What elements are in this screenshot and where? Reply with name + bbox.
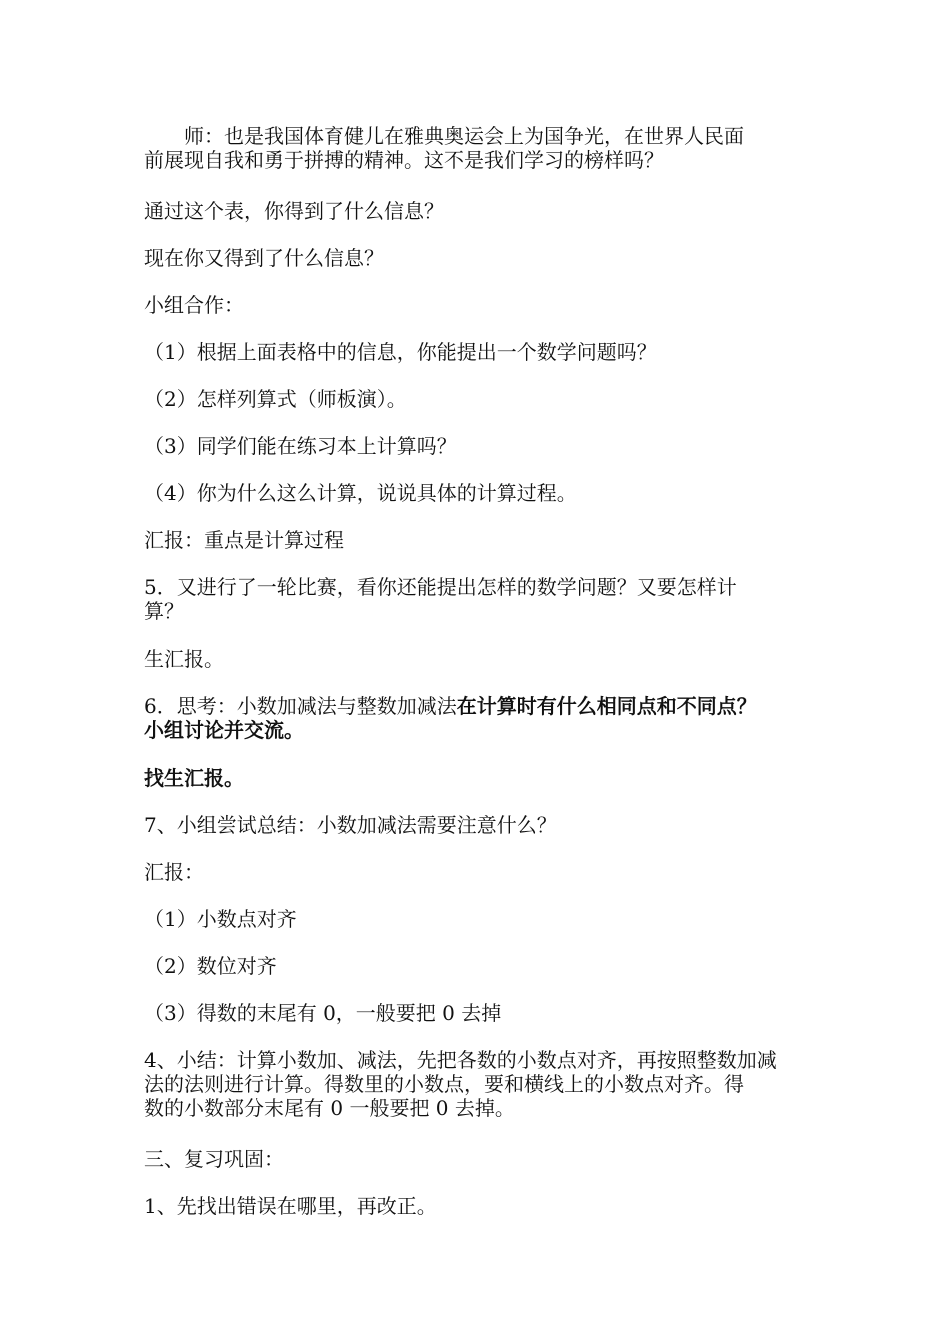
paragraph-summary-line-1: 4、小结：计算小数加、减法，先把各数的小数点对齐，再按照整数加减 <box>144 1048 777 1072</box>
paragraph-item-6-line-1 <box>144 694 824 718</box>
question-3: （3）同学们能在练习本上计算吗？ <box>144 434 457 458</box>
paragraph-group-work: 小组合作： <box>144 293 244 317</box>
paragraph-find-student: 找生汇报。 <box>144 766 244 790</box>
paragraph-summary-line-3: 数的小数部分末尾有 0 一般要把 0 去掉。 <box>144 1096 515 1120</box>
paragraph-teacher-line-2: 前展现自我和勇于拼搏的精神。这不是我们学习的榜样吗？ <box>144 148 664 172</box>
paragraph-table-info: 通过这个表，你得到了什么信息？ <box>144 199 444 223</box>
paragraph-summary-line-2: 法的法则进行计算。得数里的小数点，要和横线上的小数点对齐。得 <box>144 1072 744 1096</box>
paragraph-teacher-line-1: 师：也是我国体育健儿在雅典奥运会上为国争光，在世界人民面 <box>144 124 744 148</box>
rule-3: （3）得数的末尾有 0，一般要把 0 去掉 <box>144 1001 502 1025</box>
item-6-normal-text: 6．思考：小数加减法与整数加减法 <box>144 694 457 718</box>
rule-2: （2）数位对齐 <box>144 954 277 978</box>
question-2: （2）怎样列算式（师板演）。 <box>144 387 407 411</box>
paragraph-report-label: 汇报： <box>144 860 204 884</box>
paragraph-item-7: 7、小组尝试总结：小数加减法需要注意什么？ <box>144 813 557 837</box>
question-4: （4）你为什么这么计算，说说具体的计算过程。 <box>144 481 577 505</box>
paragraph-student-report: 生汇报。 <box>144 647 224 671</box>
rule-1: （1）小数点对齐 <box>144 907 297 931</box>
section-heading-review: 三、复习巩固： <box>144 1147 284 1171</box>
item-6-bold-text: 在计算时有什么相同点和不同点？ <box>456 694 757 718</box>
paragraph-item-5-line-1: 5．又进行了一轮比赛，看你还能提出怎样的数学问题？又要怎样计 <box>144 575 737 599</box>
question-1: （1）根据上面表格中的信息，你能提出一个数学问题吗？ <box>144 340 657 364</box>
paragraph-find-errors: 1、先找出错误在哪里，再改正。 <box>144 1194 437 1218</box>
paragraph-item-5-line-2: 算？ <box>144 599 184 623</box>
paragraph-new-info: 现在你又得到了什么信息？ <box>144 246 384 270</box>
paragraph-report-focus: 汇报：重点是计算过程 <box>144 528 344 552</box>
paragraph-item-6-line-2: 小组讨论并交流。 <box>144 718 304 742</box>
